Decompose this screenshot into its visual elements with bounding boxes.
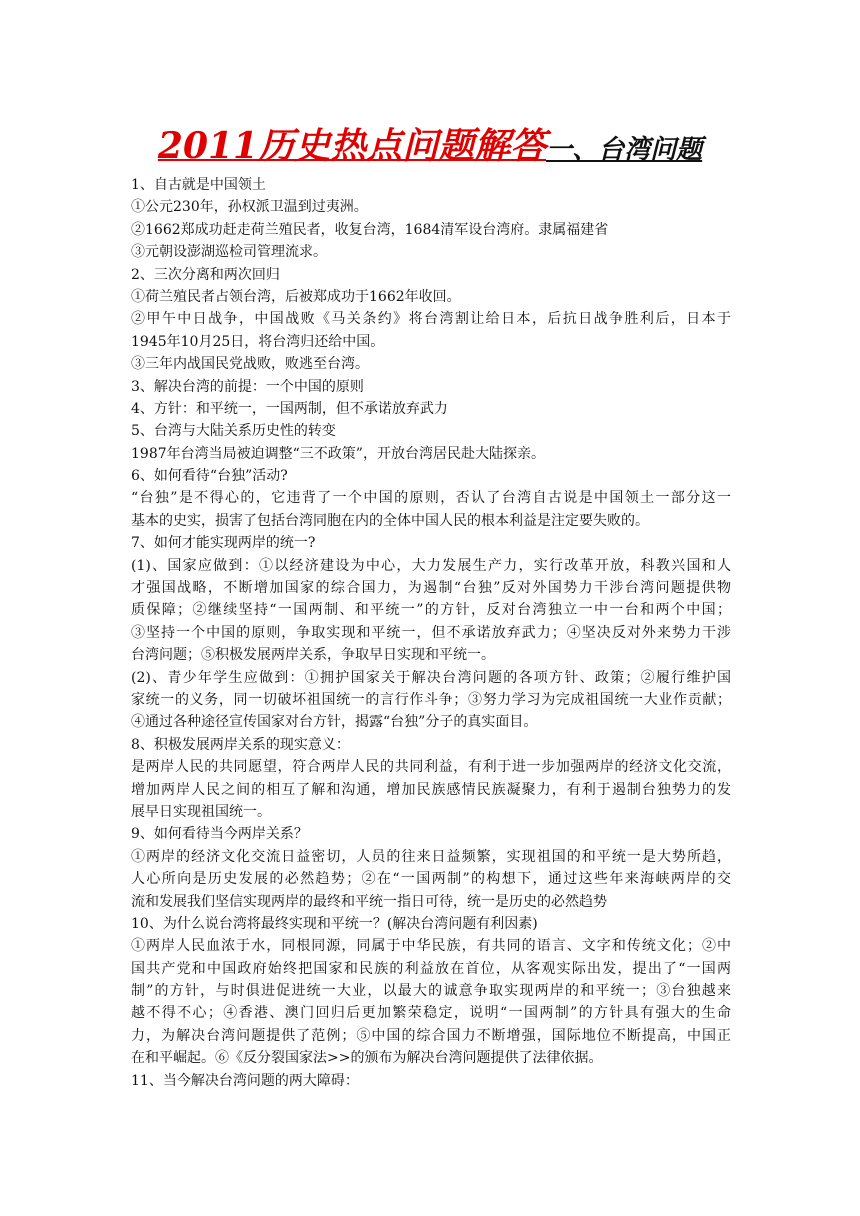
text-line: 8、积极发展两岸关系的现实意义： bbox=[131, 736, 350, 753]
text-line: ③坚持一个中国的原则，争取实现和平统一，但不承诺放弃武力；④坚决反对外来势力干涉 bbox=[131, 624, 731, 641]
text-line: ①荷兰殖民者占领台湾，后被郑成功于1662年收回。 bbox=[131, 288, 461, 305]
text-line: 质保障；②继续坚持“一国两制、和平统一”的方针，反对台湾独立一中一台和两个中国； bbox=[131, 602, 731, 619]
text-line: “台独”是不得心的，它违背了一个中国的原则，否认了台湾自古说是中国领土一部分这一 bbox=[131, 490, 731, 507]
text-line: ②甲午中日战争，中国战败《马关条约》将台湾割让给日本，后抗日战争胜利后，日本于 bbox=[131, 311, 731, 328]
text-line: ②1662郑成功赶走荷兰殖民者，收复台湾，1684清军设台湾府。隶属福建省 bbox=[131, 221, 609, 238]
text-line: 11、当今解决台湾问题的两大障碍： bbox=[131, 1072, 359, 1089]
text-line: 人心所向是历史发展的必然趋势；②在“一国两制”的构想下，通过这些年来海峡两岸的交 bbox=[131, 871, 731, 888]
text-line: 增加两岸人民之间的相互了解和沟通，增加民族感情民族凝聚力，有利于遏制台独势力的发 bbox=[131, 781, 731, 798]
text-line: ①两岸的经济文化交流日益密切，人员的往来日益频繁，实现祖国的和平统一是大势所趋， bbox=[131, 848, 731, 865]
text-line: ④通过各种途径宣传国家对台方针，揭露“台独”分子的真实面目。 bbox=[131, 714, 538, 731]
text-line: 9、如何看待当今两岸关系？ bbox=[131, 826, 308, 843]
text-line: 制”的方针，与时俱进促进统一大业，以最大的诚意争取实现两岸的和平统一；③台独越来 bbox=[131, 983, 731, 1000]
text-line: 7、如何才能实现两岸的统一? bbox=[131, 535, 316, 552]
text-line: 4、方针：和平统一，一国两制，但不承诺放弃武力 bbox=[131, 400, 448, 417]
title-main: 2011历史热点问题解答 bbox=[157, 125, 547, 167]
text-line: 国共产党和中国政府始终把国家和民族的利益放在首位，从客观实际出发，提出了“一国两 bbox=[131, 960, 731, 977]
title-sub: 一、台湾问题 bbox=[546, 135, 703, 165]
text-line: ①公元230年，孙权派卫温到过夷洲。 bbox=[131, 199, 368, 216]
text-line: 1987年台湾当局被迫调整“三不政策”，开放台湾居民赴大陆探亲。 bbox=[131, 445, 545, 462]
text-line: 1945年10月25日，将台湾归还给中国。 bbox=[131, 333, 385, 350]
text-line: 5、台湾与大陆关系历史性的转变 bbox=[131, 423, 336, 440]
text-line: 1、自古就是中国领土 bbox=[131, 177, 266, 193]
text-line: 流和发展我们坚信实现两岸的最终和平统一指日可待，统一是历史的必然趋势 bbox=[131, 893, 607, 910]
text-line: 6、如何看待“台独”活动? bbox=[131, 468, 288, 485]
text-line: 基本的史实，损害了包括台湾同胞在内的全体中国人民的根本利益是注定要失败的。 bbox=[131, 512, 649, 529]
text-line: 才强国战略，不断增加国家的综合国力，为遏制“台独”反对外国势力干涉台湾问题提供物 bbox=[131, 580, 731, 597]
text-line: ③三年内战国民党战败，败逃至台湾。 bbox=[131, 356, 369, 373]
document-body bbox=[131, 174, 731, 1092]
text-line: 2、三次分离和两次回归 bbox=[131, 266, 280, 283]
text-line: (1)、国家应做到：①以经济建设为中心，大力发展生产力，实行改革开放，科教兴国和人 bbox=[131, 557, 731, 574]
text-line: 3、解决台湾的前提：一个中国的原则 bbox=[131, 378, 364, 395]
text-line: 是两岸人民的共同愿望，符合两岸人民的共同利益，有利于进一步加强两岸的经济文化交流， bbox=[131, 759, 731, 776]
text-line: 10、为什么说台湾将最终实现和平统一？(解决台湾问题有利因素) bbox=[131, 915, 538, 932]
page-title bbox=[0, 118, 860, 169]
text-line: 在和平崛起。⑥《反分裂国家法>>的颁布为解决台湾问题提供了法律依据。 bbox=[131, 1050, 603, 1067]
text-line: 台湾问题；⑤积极发展两岸关系，争取早日实现和平统一。 bbox=[131, 647, 495, 664]
text-line: ①两岸人民血浓于水，同根同源，同属于中华民族，有共同的语言、文字和传统文化；②中 bbox=[131, 938, 731, 955]
text-line: 力，为解决台湾问题提供了范例；⑤中国的综合国力不断增强，国际地位不断提高，中国正 bbox=[131, 1027, 731, 1044]
text-line: 越不得不心；④香港、澳门回归后更加繁荣稳定，说明“一国两制”的方针具有强大的生命 bbox=[131, 1005, 731, 1022]
text-line: 展早日实现祖国统一。 bbox=[131, 803, 271, 820]
text-line: (2)、青少年学生应做到：①拥护国家关于解决台湾问题的各项方针、政策；②履行维护国 bbox=[131, 669, 731, 686]
text-line: 家统一的义务，同一切破坏祖国统一的言行作斗争；③努力学习为完成祖国统一大业作贡献； bbox=[131, 691, 731, 708]
text-line: ③元朝设澎湖巡检司管理流求。 bbox=[131, 244, 327, 261]
